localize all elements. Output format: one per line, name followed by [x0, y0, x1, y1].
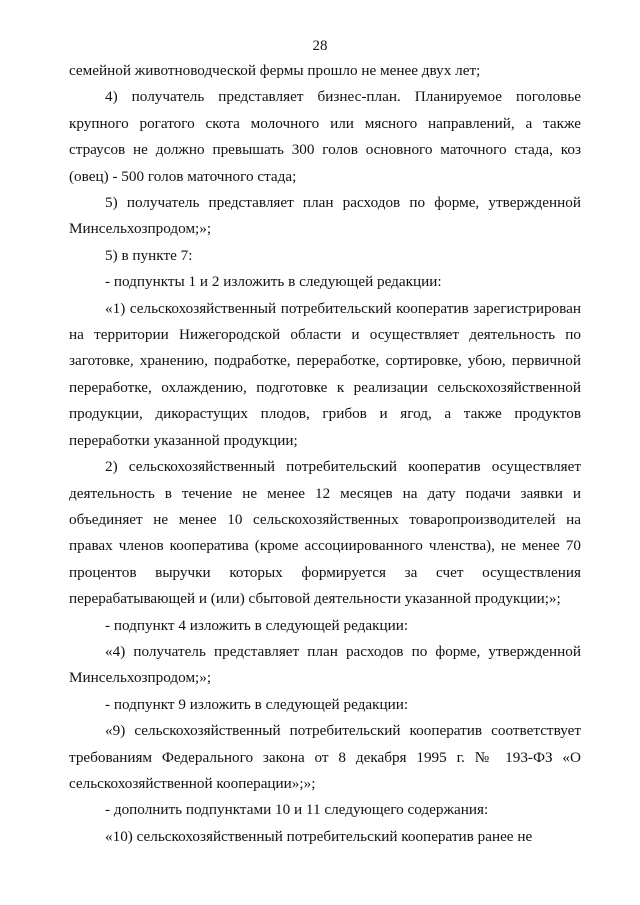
- paragraph-point-7-heading: 5) в пункте 7:: [105, 246, 193, 264]
- paragraph-item-4-business-plan: 4) получатель представляет бизнес-план. Планируемое поголовье крупного рогатого скота молочного или мясного направлений, а также страусов не должно превышать 300 голов основного маточного стада, коз (овец) - 500 голов маточного стада;: [69, 88, 581, 185]
- document-body: [69, 58, 581, 850]
- paragraph-subitem-9: «9) сельскохозяйственный потребительский кооператив соответствует требованиям Федерального закона от 8 декабря 1995 г. № 193-ФЗ «О сельскохозяйственной кооперации»;»;: [69, 722, 581, 792]
- paragraph-continuation: семейной животноводческой фермы прошло не менее двух лет;: [69, 62, 481, 79]
- paragraph-subitem-1: «1) сельскохозяйственный потребительский кооператив зарегистрирован на территории Нижегородской области и осуществляет деятельность по заготовке, хранению, подработке, переработке, сортировке, убою, первичной переработке, охлаждению, подготовке к реализации сельскохозяйственной продукции, дикорастущих плодов, грибов и ягод, а также продуктов переработки указанной продукции;: [69, 299, 581, 449]
- paragraph-item-5-expense-plan: 5) получатель представляет план расходов по форме, утвержденной Минсельхозпродом;»;: [69, 194, 581, 238]
- paragraph-subitem-10-start: «10) сельскохозяйственный потребительский кооператив ранее не: [105, 827, 533, 845]
- paragraph-subitem-4: «4) получатель представляет план расходов по форме, утвержденной Минсельхозпродом;»;: [69, 642, 581, 687]
- paragraph-subitem-9-intro: - подпункт 9 изложить в следующей редакции:: [105, 695, 409, 713]
- paragraph-subitems-1-2-intro: - подпункты 1 и 2 изложить в следующей редакции:: [105, 273, 442, 291]
- paragraph-subitem-4-intro: - подпункт 4 изложить в следующей редакции:: [105, 616, 409, 634]
- paragraph-subitems-10-11-intro: - дополнить подпунктами 10 и 11 следующего содержания:: [105, 801, 489, 819]
- page-number: 28: [312, 38, 328, 54]
- paragraph-subitem-2: 2) сельскохозяйственный потребительский кооператив осуществляет деятельность в течение не менее 12 месяцев на дату подачи заявки и объединяет не менее 10 сельскохозяйственных товаропроизводителей на правах членов кооператива (кроме ассоциированного членства), не менее 70 процентов выручки которых формируется за счет осуществления перерабатывающей и (или) сбытовой деятельности указанной продукции;»;: [69, 458, 581, 608]
